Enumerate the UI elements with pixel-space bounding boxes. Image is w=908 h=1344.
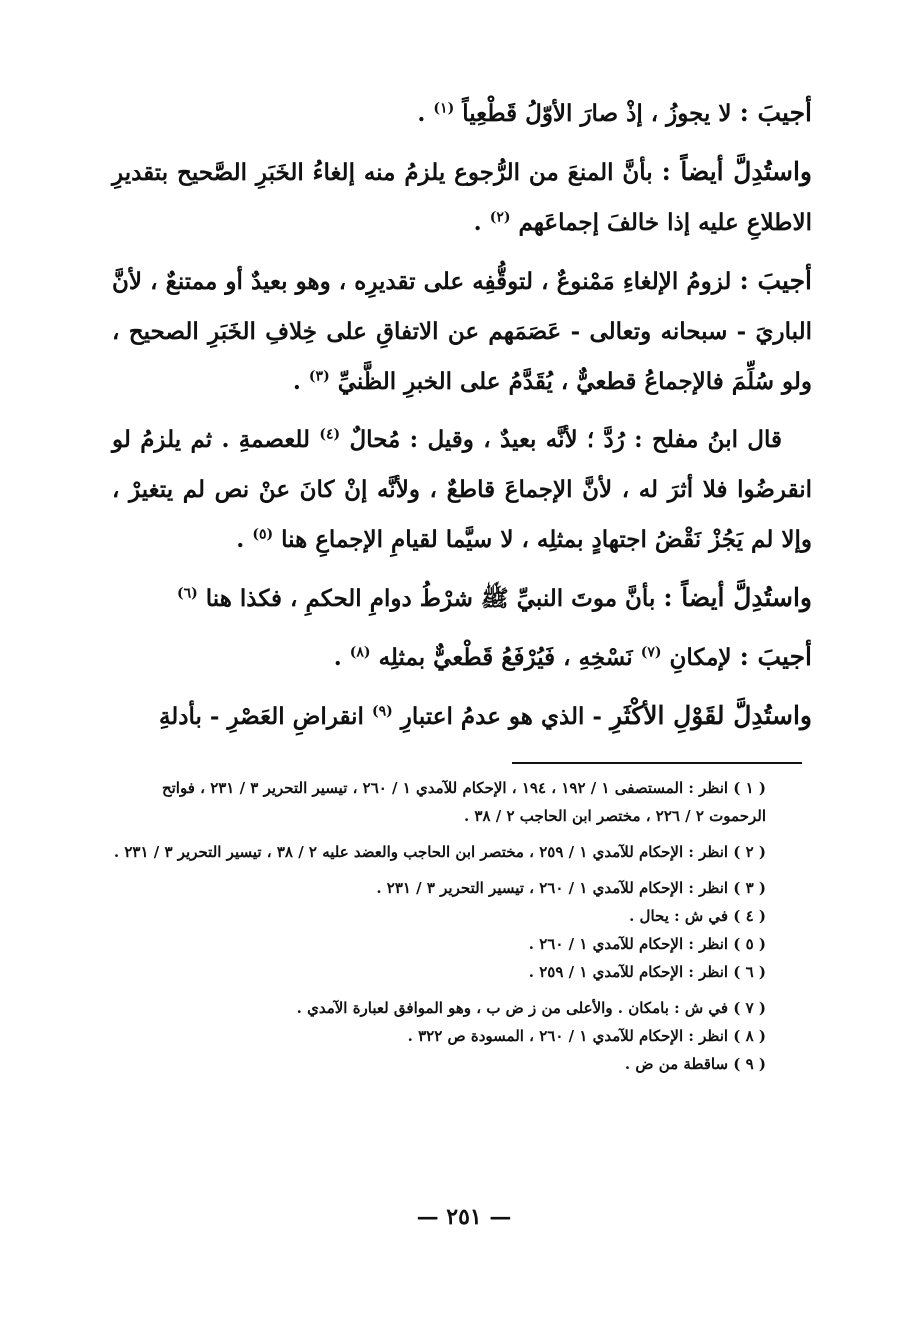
paragraph-tail: انقراضِ العَصْرِ - بأدلةِ: [158, 703, 364, 730]
paragraph-lead: أجيبَ :: [739, 642, 812, 671]
paragraph-text: لزومُ الإلغاءِ مَمْنوعٌ ، لتوقُّفِه على تقديرِه ، وهو بعيدٌ أو ممتنعٌ ، لأنَّ الباريَ - سبحانه وتعالى - عَصَمَهم عن الاتفاقِ على خِلافِ الخَبَرِ الصحيح ، ولو سُلِّمَ فالإجماعُ قطعيٌّ ، يُقَدَّمُ على الخبرِ الظَّنيِّ: [112, 268, 812, 395]
footnote-4: ( ٤ ) في ش : يحال .: [629, 907, 766, 925]
footnotes: [108, 774, 814, 1078]
footnote-7: ( ٧ ) في ش : بامكان . والأعلى من ز ض ب ، وهو الموافق لعبارة الآمدي .: [296, 999, 766, 1017]
paragraph-tail: للعصمةِ . ثم يلزمُ لو انقرضُوا فلا أثرَ له ، لأنَّ الإجماعَ قاطعٌ ، ولأنَّه إنْ كانَ عنْ نص لم يتغيرْ ، وإلا لم يَجُزْ نَقْضُ اجتهادٍ بمثلِه ، لا سيَّما لقيامِ الإجماعِ هنا: [112, 426, 812, 553]
page-number: — ٢٥١ —: [416, 1204, 512, 1230]
footnote-9: ( ٩ ) ساقطة من ض .: [624, 1055, 766, 1073]
paragraph-lead: أجيبَ :: [739, 266, 812, 295]
paragraph-5: [112, 573, 812, 624]
footnote-1: ( ١ ) انظر : المستصفى ١ / ١٩٢ ، ١٩٤ ، الإحكام للآمدي ١ / ٢٦٠ ، تيسير التحرير ٣ / ٢٣١ ، فواتح الرحموت ٢ / ٢٢٦ ، مختصر ابن الحاجب ٢ / ٣٨ .: [161, 779, 766, 825]
paragraph-4: [112, 415, 812, 565]
footnote-ref: (٦): [176, 585, 198, 602]
paragraph-text: بأنَّ موتَ النبيِّ ﷺ شرْطُ دوامِ الحكمِ ، فكذا هنا: [205, 585, 656, 612]
paragraph-text: لا يجوزُ ، إذْ صارَ الأوّلُ قَطْعِياً: [462, 100, 732, 127]
footnote-ref: (١): [433, 100, 455, 117]
paragraph-lead: واستُدِلَّ لقَوْلِ الأكْثَرِ: [610, 701, 812, 730]
paragraph-tail: .: [333, 644, 342, 671]
paragraph-lead: واستُدِلَّ أيضاً :: [663, 583, 812, 612]
paragraph-3: [112, 256, 812, 407]
paragraph-tail: .: [473, 209, 482, 236]
paragraph-tail: .: [236, 526, 245, 553]
paragraph-7: [112, 691, 812, 742]
paragraph-text: قال ابنُ مفلح : رُدَّ ؛ لأنَّه بعيدٌ ، وقيل : مُحالٌ: [349, 426, 783, 453]
paragraph-6: [112, 632, 812, 683]
footnote-ref: (٢): [489, 209, 511, 226]
footnote-ref: (٨): [349, 644, 371, 661]
paragraph-text: - الذي هو عدمُ اعتبارِ: [400, 703, 602, 730]
paragraph-1: [112, 88, 812, 139]
paragraph-lead: أجيبَ :: [739, 98, 812, 127]
footnote-8: ( ٨ ) انظر : الإحكام للآمدي ١ / ٢٦٠ ، المسودة ص ٣٢٢ .: [407, 1027, 766, 1045]
paragraph-tail: نَسْخِهِ ، فَيُرْفَعُ قَطْعيٌّ بمثلِه: [378, 644, 633, 671]
footnote-6: ( ٦ ) انظر : الإحكام للآمدي ١ / ٢٥٩ .: [528, 963, 766, 981]
footnote-ref: (٧): [640, 644, 662, 661]
paragraph-lead: واستُدِلَّ أيضاً :: [661, 157, 812, 186]
paragraph-text: لإمكانِ: [669, 644, 732, 671]
footnote-ref: (٥): [252, 526, 274, 543]
paragraph-2: [112, 147, 812, 248]
footnote-ref: (٩): [371, 703, 393, 720]
paragraph-tail: .: [292, 368, 301, 395]
paragraph-tail: .: [417, 100, 426, 127]
footnote-3: ( ٣ ) انظر : الإحكام للآمدي ١ / ٢٦٠ ، تيسير التحرير ٣ / ٢٣١ .: [376, 879, 766, 897]
footnote-divider: [512, 762, 802, 764]
footnote-5: ( ٥ ) انظر : الإحكام للآمدي ١ / ٢٦٠ .: [528, 935, 766, 953]
paragraph-text: بأنَّ المنعَ من الرُّجوع يلزمُ منه إلغاءُ الخَبَرِ الصَّحيح بتقديرِ الاطلاعِ عليه إذا خالفَ إجماعَهم: [112, 159, 812, 236]
footnote-ref: (٤): [319, 426, 341, 443]
footnote-ref: (٣): [308, 368, 330, 385]
main-text: [112, 88, 812, 742]
footnote-2: ( ٢ ) انظر : الإحكام للآمدي ١ / ٢٥٩ ، مختصر ابن الحاجب والعضد عليه ٢ / ٣٨ ، تيسير التحرير ٣ / ٢٣١ .: [113, 843, 766, 861]
